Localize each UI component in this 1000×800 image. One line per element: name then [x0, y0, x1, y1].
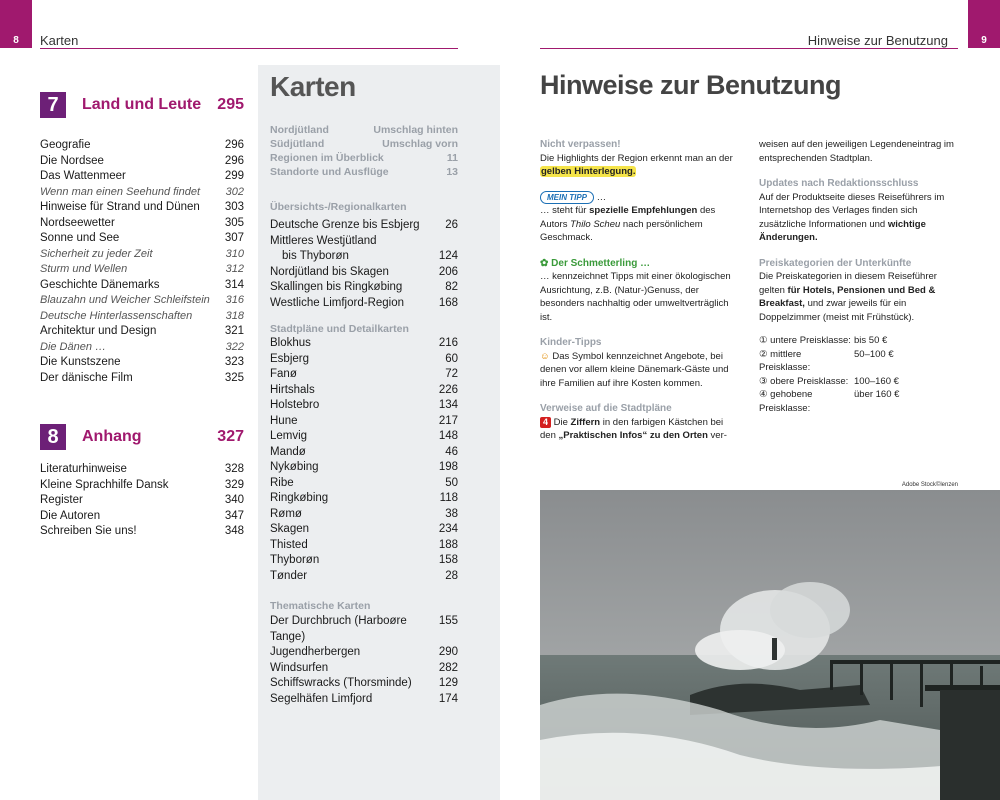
header-rule	[40, 48, 458, 49]
toc-entry[interactable]	[40, 371, 244, 387]
thematic-maps-section	[270, 599, 458, 707]
entry-label: Die Kunstszene	[40, 356, 121, 368]
entry-label: Sicherheit zu jeder Zeit	[40, 247, 153, 260]
entry-label: Sturm und Wellen	[40, 263, 128, 275]
yellow-highlight: gelben Hinterlegung.	[541, 166, 636, 177]
entry-label: Ringkøbing	[270, 492, 329, 504]
running-header: Hinweise zur Benutzung	[807, 33, 948, 48]
entry-label: Deutsche Grenze bis Esbjerg	[270, 219, 420, 231]
entry-page: 307	[224, 232, 244, 244]
map-entry[interactable]	[270, 614, 458, 645]
toc-entry[interactable]	[40, 278, 244, 294]
kids-block: Kinder-Tipps ☺ Das Symbol kennzeichnet Angebote, bei denen vor allem kleine Dänemark-Gäste und ihre Familien auf ihre Kosten kommen.	[540, 336, 740, 390]
price-range: über 160 €	[854, 389, 900, 400]
toc-entry[interactable]	[40, 309, 244, 325]
toc-entry[interactable]	[40, 493, 244, 509]
regional-maps-section	[270, 200, 458, 311]
entry-label: Skallingen bis Ringkøbing	[270, 281, 403, 293]
map-entry[interactable]	[270, 137, 458, 151]
chapter-heading[interactable]	[40, 90, 244, 120]
entry-label: Hirtshals	[270, 383, 315, 396]
entry-label: Jugendherbergen	[270, 646, 361, 658]
price-category: ③ obere Preisklasse:	[759, 375, 849, 387]
entry-page: 216	[438, 337, 458, 349]
entry-label: Register	[40, 494, 83, 506]
info-column-2: weisen auf den jeweiligen Legendeneintrag im entsprechenden Stadtplan. Updates nach Redaktionsschluss Auf der Produktseite dieses Reiseführers im Internetshop des Verlages finden sich zusätzliche Informationen und wichtige Änderungen. Preiskategorien der Unterkünfte Die Preiskategorien in diesem Reiseführer gelten für Hotels, Pensionen und Bed & Breakfast, und zwar jeweils für ein Doppelzimmer (meist mit Frühstück). ① untere Preisklasse: bis 50 € ② mittlere Preisklasse: 50–100 € ③ obere Preisklasse: 100–160 € ④ gehobene Preisklasse: über 160 €	[759, 138, 959, 415]
price-category: ① untere Preisklasse:	[759, 335, 851, 346]
map-entry[interactable]	[270, 123, 458, 137]
entry-page: 118	[439, 492, 458, 504]
entry-label: Kleine Sprachhilfe Dansk	[40, 478, 169, 491]
highlight-text: Die Highlights der Region erkennt man an der gelben Hinterlegung.	[540, 152, 733, 177]
entry-label: Nykøbing	[270, 461, 319, 473]
entry-label: Skagen	[270, 523, 310, 535]
entry-page: 11	[446, 152, 458, 164]
section-caption: ✿ Der Schmetterling …	[540, 257, 651, 269]
entry-label: Thyborøn	[270, 554, 320, 566]
price-row	[759, 348, 959, 375]
toc-entry[interactable]	[40, 200, 244, 216]
section-caption: Stadtpläne und Detailkarten	[270, 323, 409, 335]
entry-page: 82	[445, 281, 458, 293]
chapter-number: 8	[40, 424, 66, 450]
price-range: 50–100 €	[854, 348, 894, 360]
entry-label: Architektur und Design	[40, 325, 157, 337]
map-entry[interactable]	[270, 234, 458, 250]
entry-page: 158	[438, 554, 458, 566]
toc-entry[interactable]	[40, 340, 244, 356]
entry-page: 296	[224, 154, 244, 167]
map-entry[interactable]	[270, 460, 458, 476]
entry-label: Nordjütland bis Skagen	[270, 265, 389, 278]
entry-label: Die Dänen …	[40, 340, 107, 353]
map-entry[interactable]	[270, 398, 458, 414]
chapter-page: 327	[217, 428, 244, 445]
map-entry[interactable]	[270, 692, 458, 708]
price-block: Preiskategorien der Unterkünfte Die Preiskategorien in diesem Reiseführer gelten für Hotels, Pensionen und Bed & Breakfast, und zwar jeweils für ein Doppelzimmer (meist mit Frühstück). ① untere Preisklasse: bis 50 € ② mittlere Preisklasse: 50–100 € ③ obere Preisklasse: 100–160 € ④ gehobene Preisklasse: über 160 €	[759, 257, 959, 416]
updates-block: Updates nach Redaktionsschluss Auf der Produktseite dieses Reiseführers im Internetshop des Verlages finden sich zusätzliche Informationen und wichtige Änderungen.	[759, 177, 959, 245]
map-entry[interactable]	[270, 429, 458, 445]
map-entry[interactable]	[270, 569, 458, 585]
entry-page: 148	[438, 430, 458, 442]
toc-entry[interactable]	[40, 324, 244, 340]
entry-label: Thisted	[270, 538, 308, 551]
entry-page: 290	[438, 646, 458, 658]
maps-overview-list	[270, 123, 458, 179]
price-row	[759, 334, 959, 348]
entry-label: Geografie	[40, 139, 91, 151]
entry-page: 328	[224, 463, 244, 475]
entry-page: Umschlag hinten	[373, 124, 458, 136]
city-maps-section	[270, 322, 458, 584]
map-entry[interactable]	[270, 280, 458, 296]
entry-page: 305	[224, 216, 244, 229]
map-entry[interactable]	[270, 218, 458, 234]
butterfly-block: ✿ Der Schmetterling … … kennzeichnet Tipps mit einer ökologischen Ausrichtung, z.B. (Natur-)Genuss, der besonders nachhaltig oder umweltverträglich ist.	[540, 257, 740, 325]
entry-page: 217	[438, 414, 458, 427]
toc-entry[interactable]	[40, 231, 244, 247]
entry-page: 303	[224, 201, 244, 213]
toc-entry[interactable]	[40, 262, 244, 278]
entry-label: Mittleres Westjütland	[270, 234, 377, 247]
entry-label: Literaturhinweise	[40, 463, 127, 475]
entry-label: Schreiben Sie uns!	[40, 525, 137, 537]
entry-page: 299	[224, 170, 244, 182]
entry-label: Lemvig	[270, 430, 308, 442]
toc-entry[interactable]	[40, 169, 244, 185]
map-entry[interactable]	[270, 265, 458, 281]
chapter-number: 7	[40, 92, 66, 118]
toc-entry[interactable]	[40, 216, 244, 232]
price-row	[759, 388, 959, 415]
toc-entry[interactable]	[40, 293, 244, 309]
entry-label: Das Wattenmeer	[40, 170, 126, 182]
entry-page: 168	[438, 296, 458, 309]
entry-label: Tønder	[270, 569, 308, 582]
chapter-8	[40, 422, 244, 540]
toc-entry[interactable]	[40, 185, 244, 201]
entry-page: 310	[225, 247, 244, 260]
entry-page: 325	[224, 371, 244, 384]
photo-illustration	[540, 490, 1000, 800]
price-range: bis 50 €	[854, 335, 888, 346]
maps-title: Karten	[270, 71, 356, 102]
entry-page: 226	[438, 383, 458, 396]
entry-label: Windsurfen	[270, 661, 329, 674]
entry-label: Holstebro	[270, 399, 320, 411]
entry-label: Segelhäfen Limfjord	[270, 692, 373, 705]
map-entry[interactable]	[270, 491, 458, 507]
entry-label: Standorte und Ausflüge	[270, 166, 389, 178]
toc-entry[interactable]	[40, 478, 244, 494]
mein-tipp-badge-icon: MEIN TIPP	[540, 191, 594, 204]
tipp-block: MEIN TIPP … … steht für spezielle Empfehlungen des Autors Thilo Scheu nach persönlichem Geschmack.	[540, 191, 716, 243]
entry-label: Schiffswracks (Thorsminde)	[270, 677, 412, 689]
entry-page: 50	[445, 476, 458, 489]
entry-page: 155	[438, 615, 458, 627]
map-entry[interactable]	[270, 336, 458, 352]
maps-index-panel	[258, 65, 500, 800]
section-caption: Thematische Karten	[270, 600, 371, 612]
entry-label: Rømø	[270, 507, 302, 520]
map-entry[interactable]	[270, 249, 458, 265]
page-number-badge: 9	[968, 0, 1000, 48]
section-caption: Verweise auf die Stadtpläne	[540, 403, 672, 414]
entry-page: 198	[438, 461, 458, 473]
entry-label: bis Thyborøn	[282, 250, 349, 262]
toc-entry[interactable]	[40, 154, 244, 170]
photo-credit: Adobe Stock©lenzen	[901, 482, 958, 488]
page-number-badge: 8	[0, 0, 32, 48]
entry-label: Der Durchbruch (Harboøre Tange)	[270, 615, 407, 643]
toc-entry[interactable]	[40, 138, 244, 154]
entry-page: 46	[445, 445, 458, 458]
entry-label: Die Autoren	[40, 509, 101, 522]
entry-label: Nordseewetter	[40, 216, 115, 229]
toc-list	[40, 138, 244, 386]
chapter-7	[40, 90, 244, 386]
section-caption: Preiskategorien der Unterkünfte	[759, 257, 912, 269]
entry-label: Südjütland	[270, 138, 325, 150]
entry-label: Deutsche Hinterlassenschaften	[40, 309, 193, 322]
entry-label: Blokhus	[270, 337, 311, 349]
entry-label: Ribe	[270, 476, 294, 489]
entry-page: 13	[446, 166, 458, 178]
chapter-heading[interactable]	[40, 422, 244, 452]
map-entry[interactable]	[270, 445, 458, 461]
entry-label: Mandø	[270, 445, 306, 458]
entry-page: 321	[224, 325, 244, 337]
entry-page: 348	[224, 525, 244, 537]
entry-page: 316	[225, 294, 244, 306]
entry-label: Hinweise für Strand und Dünen	[40, 201, 200, 213]
map-entry[interactable]	[270, 383, 458, 399]
entry-page: 26	[445, 219, 458, 231]
section-caption: Übersichts-/Regionalkarten	[270, 201, 407, 213]
storm-waves-photo	[540, 490, 1000, 800]
page-title: Hinweise zur Benutzung	[540, 70, 842, 100]
entry-page: 124	[438, 250, 458, 262]
entry-page: 234	[438, 523, 458, 535]
price-row	[759, 375, 959, 389]
section-caption: Updates nach Redaktionsschluss	[759, 178, 919, 189]
map-entry[interactable]	[270, 352, 458, 368]
map-entry[interactable]	[270, 676, 458, 692]
map-entry[interactable]	[270, 151, 458, 165]
running-header: Karten	[40, 33, 79, 48]
references-block: Verweise auf die Stadtpläne 4 Die Ziffern in den farbigen Kästchen bei den „Praktischen Infos“ zu den Orten ver-	[540, 402, 740, 443]
number-badge-icon: 4	[540, 417, 551, 428]
entry-page: 312	[225, 263, 244, 275]
chapter-page: 295	[217, 96, 244, 113]
toc-entry[interactable]	[40, 524, 244, 540]
entry-page: 318	[225, 309, 244, 322]
entry-label: Wenn man einen Seehund findet	[40, 185, 201, 198]
section-caption: Kinder-Tipps	[540, 337, 602, 348]
chapter-title: Anhang	[82, 428, 142, 445]
entry-page: 28	[445, 569, 458, 582]
toc-entry[interactable]	[40, 247, 244, 263]
price-list	[759, 334, 959, 415]
map-entry[interactable]	[270, 507, 458, 523]
entry-page: 323	[224, 356, 244, 368]
entry-page: 38	[445, 507, 458, 520]
info-column-1	[540, 138, 740, 443]
entry-page: 60	[445, 352, 458, 365]
header-rule	[540, 48, 958, 49]
price-category: ② mittlere Preisklasse:	[759, 348, 811, 373]
butterfly-icon: ✿	[540, 257, 549, 269]
entry-page: 340	[224, 494, 244, 506]
entry-label: Esbjerg	[270, 352, 309, 365]
map-entry[interactable]	[270, 522, 458, 538]
map-entry[interactable]	[270, 414, 458, 430]
toc-entry[interactable]	[40, 355, 244, 371]
entry-label: Westliche Limfjord-Region	[270, 296, 405, 309]
section-caption: Nicht verpassen!	[540, 139, 621, 150]
map-entry[interactable]	[270, 476, 458, 492]
entry-page: 188	[438, 538, 458, 551]
map-entry[interactable]	[270, 165, 458, 179]
map-entry[interactable]	[270, 553, 458, 569]
map-entry[interactable]	[270, 645, 458, 661]
entry-page: 134	[438, 399, 458, 411]
entry-label: Sonne und See	[40, 232, 120, 244]
entry-page: 329	[224, 478, 244, 491]
entry-label: Nordjütland	[270, 124, 329, 136]
price-category: ④ gehobene Preisklasse:	[759, 389, 813, 414]
entry-label: Hune	[270, 414, 298, 427]
entry-page: 206	[438, 265, 458, 278]
entry-label: Der dänische Film	[40, 371, 133, 384]
entry-page: 322	[225, 340, 244, 353]
entry-page: 347	[224, 509, 244, 522]
map-entry[interactable]	[270, 538, 458, 554]
entry-page: 282	[438, 661, 458, 674]
map-entry[interactable]	[270, 661, 458, 677]
toc-entry[interactable]	[40, 509, 244, 525]
entry-page: 129	[438, 677, 458, 689]
entry-page: 174	[438, 692, 458, 705]
entry-page: 296	[224, 139, 244, 151]
entry-label: Regionen im Überblick	[270, 152, 384, 164]
entry-page: 302	[225, 185, 244, 198]
price-range: 100–160 €	[854, 375, 899, 387]
entry-label: Geschichte Dänemarks	[40, 278, 160, 291]
toc-entry[interactable]	[40, 462, 244, 478]
entry-page: 314	[224, 278, 244, 291]
chapter-title: Land und Leute	[82, 96, 202, 113]
right-page	[500, 0, 1000, 800]
entry-page: Umschlag vorn	[382, 138, 458, 150]
toc-list	[40, 462, 244, 540]
map-entry[interactable]	[270, 367, 458, 383]
map-entry[interactable]	[270, 296, 458, 312]
entry-page: 72	[445, 368, 458, 380]
child-icon: ☺	[540, 350, 550, 362]
entry-label: Fanø	[270, 368, 297, 380]
entry-label: Blauzahn und Weicher Schleifstein	[40, 294, 210, 306]
entry-label: Die Nordsee	[40, 154, 104, 167]
